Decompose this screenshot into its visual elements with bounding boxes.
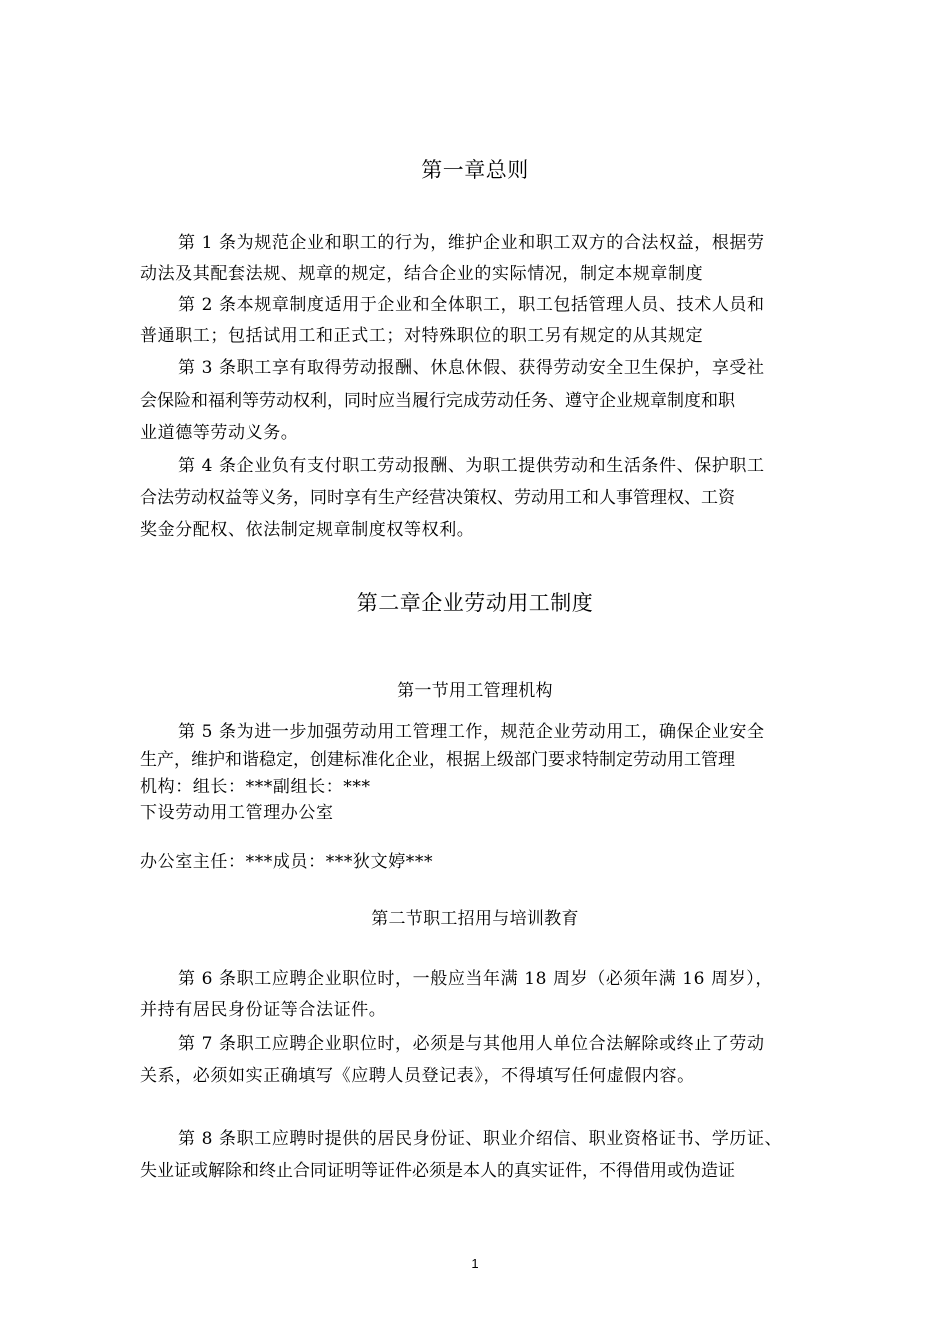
office-line: 下设劳动用工管理办公室 xyxy=(140,803,334,823)
chapter-1-title: 第一章总则 xyxy=(421,158,529,182)
article-3-line-1: 第 3 条职工享有取得劳动报酬、休息休假、获得劳动安全卫生保护，享受社 xyxy=(178,358,765,378)
article-4-line-2: 合法劳动权益等义务，同时享有生产经营决策权、劳动用工和人事管理权、工资 xyxy=(140,488,735,508)
article-2-line-2: 普通职工；包括试用工和正式工；对特殊职位的职工另有规定的从其规定 xyxy=(140,326,704,346)
article-7-line-2: 关系，必须如实正确填写《应聘人员登记表》，不得填写任何虚假内容。 xyxy=(140,1066,695,1086)
article-4-line-3: 奖金分配权、依法制定规章制度权等权利。 xyxy=(140,520,475,540)
article-3-line-3: 业道德等劳动义务。 xyxy=(140,423,299,443)
article-5-line-3: 机构：组长：***副组长：*** xyxy=(140,777,371,797)
article-6-line-1: 第 6 条职工应聘企业职位时，一般应当年满 18 周岁（必须年满 16 周岁）， xyxy=(178,969,774,989)
article-1-line-1: 第 1 条为规范企业和职工的行为，维护企业和职工双方的合法权益，根据劳 xyxy=(178,233,765,253)
article-8-line-1: 第 8 条职工应聘时提供的居民身份证、职业介绍信、职业资格证书、学历证、 xyxy=(178,1129,783,1149)
director-line: 办公室主任：***成员：***狄文婷*** xyxy=(140,852,434,872)
article-4-line-1: 第 4 条企业负有支付职工劳动报酬、为职工提供劳动和生活条件、保护职工 xyxy=(178,456,765,476)
section-2-title: 第二节职工招用与培训教育 xyxy=(371,909,579,929)
section-1-title: 第一节用工管理机构 xyxy=(397,681,553,701)
article-8-line-2: 失业证或解除和终止合同证明等证件必须是本人的真实证件，不得借用或伪造证 xyxy=(140,1161,735,1181)
page-number: 1 xyxy=(471,1256,479,1271)
article-5-line-1: 第 5 条为进一步加强劳动用工管理工作，规范企业劳动用工，确保企业安全 xyxy=(178,722,765,742)
article-7-line-1: 第 7 条职工应聘企业职位时，必须是与其他用人单位合法解除或终止了劳动 xyxy=(178,1034,765,1054)
article-3-line-2: 会保险和福利等劳动权利，同时应当履行完成劳动任务、遵守企业规章制度和职 xyxy=(140,391,735,411)
article-6-line-2: 并持有居民身份证等合法证件。 xyxy=(140,1000,387,1020)
article-1-line-2: 动法及其配套法规、规章的规定，结合企业的实际情况，制定本规章制度 xyxy=(140,264,704,284)
chapter-2-title: 第二章企业劳动用工制度 xyxy=(356,591,594,615)
article-2-line-1: 第 2 条本规章制度适用于企业和全体职工，职工包括管理人员、技术人员和 xyxy=(178,295,765,315)
article-5-line-2: 生产，维护和谐稳定，创建标准化企业，根据上级部门要求特制定劳动用工管理 xyxy=(140,750,735,770)
